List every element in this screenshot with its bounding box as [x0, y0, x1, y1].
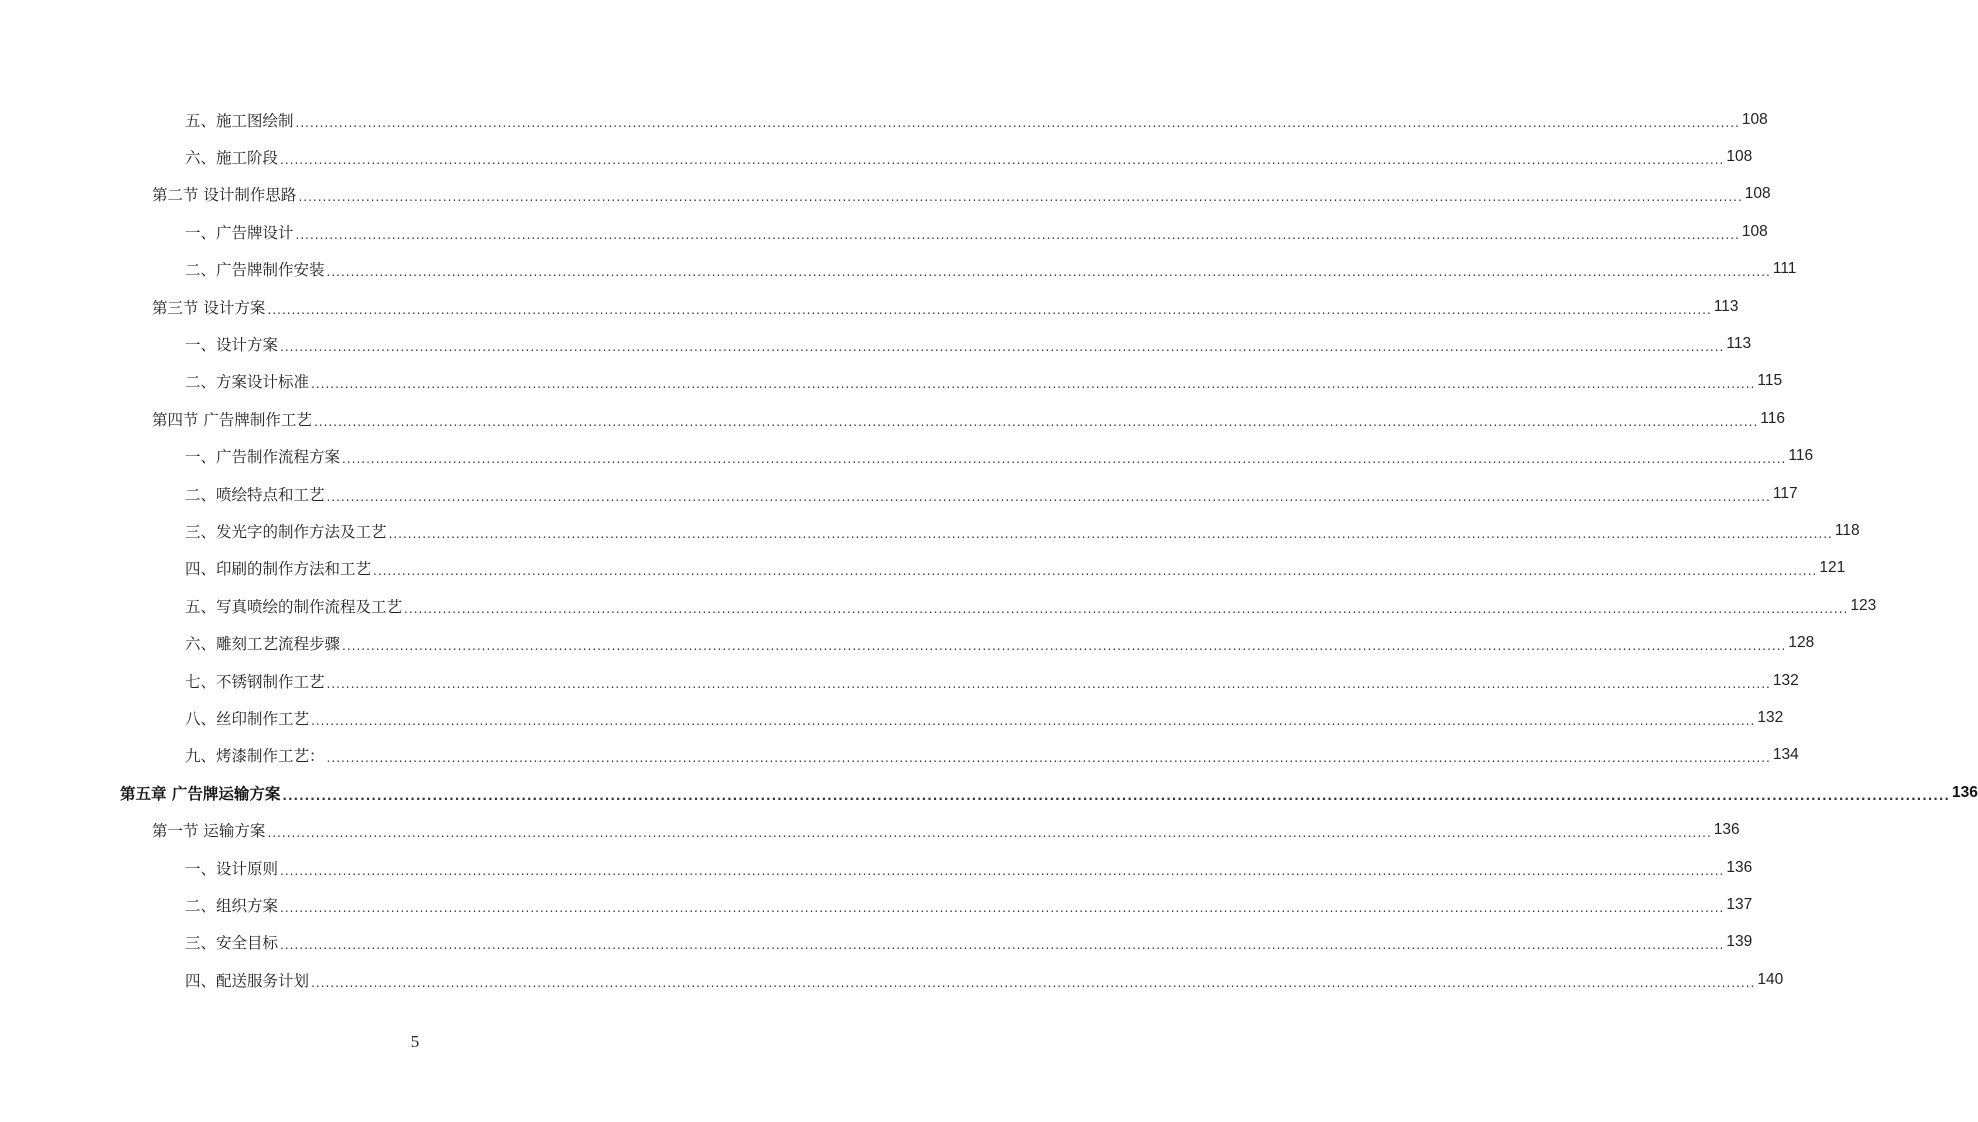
dot-leader: ............................................................................................................................................................................................................................................................................................................: [388, 526, 1833, 541]
toc-entry-page: 137: [1726, 895, 1753, 913]
dot-leader: ............................................................................................................................................................................................................................................................................................................: [295, 115, 1740, 130]
toc-entry[interactable]: [0, 737, 1799, 774]
dot-leader: ............................................................................................................................................................................................................................................................................................................: [282, 788, 1950, 803]
toc-entry-page: 116: [1788, 447, 1814, 465]
toc-entry-title: 一、设计方案: [185, 333, 280, 355]
dot-leader: ............................................................................................................................................................................................................................................................................................................: [280, 153, 1725, 168]
table-of-contents: [0, 101, 1978, 998]
toc-entry-title: 五、写真喷绘的制作流程及工艺: [185, 595, 404, 617]
toc-entry-page: 136: [1713, 821, 1740, 839]
toc-entry-page: 136: [1726, 858, 1753, 876]
toc-entry[interactable]: [0, 811, 1740, 848]
dot-leader: ............................................................................................................................................................................................................................................................................................................: [326, 676, 1771, 691]
toc-entry-title: 二、组织方案: [185, 894, 280, 916]
toc-entry[interactable]: [0, 138, 1753, 175]
toc-entry-page: 108: [1744, 185, 1771, 203]
dot-leader: ............................................................................................................................................................................................................................................................................................................: [373, 564, 1818, 579]
toc-entry-page: 132: [1757, 708, 1784, 726]
toc-entry-page: 117: [1772, 484, 1798, 502]
toc-entry-page: 108: [1741, 222, 1768, 240]
toc-entry-page: 121: [1819, 559, 1846, 577]
dot-leader: ............................................................................................................................................................................................................................................................................................................: [280, 900, 1725, 915]
dot-leader: ............................................................................................................................................................................................................................................................................................................: [326, 489, 1771, 504]
dot-leader: ............................................................................................................................................................................................................................................................................................................: [280, 938, 1725, 953]
toc-entry-title: 第五章 广告牌运输方案: [120, 782, 282, 804]
toc-entry-title: 二、广告牌制作安装: [185, 258, 327, 280]
toc-entry-page: 118: [1834, 521, 1860, 539]
dot-leader: ............................................................................................................................................................................................................................................................................................................: [311, 377, 1756, 392]
dot-leader: ............................................................................................................................................................................................................................................................................................................: [311, 975, 1756, 990]
dot-leader: ............................................................................................................................................................................................................................................................................................................: [326, 265, 1771, 280]
page-number: 5: [410, 1032, 420, 1051]
dot-leader: ............................................................................................................................................................................................................................................................................................................: [267, 302, 1712, 317]
toc-entry-title: 九、烤漆制作工艺：: [185, 744, 327, 766]
toc-entry-title: 一、广告牌设计: [185, 221, 296, 243]
toc-entry-page: 140: [1757, 970, 1784, 988]
toc-entry-page: 108: [1726, 148, 1753, 166]
toc-entry-title: 第三节 设计方案: [152, 296, 267, 318]
toc-entry-page: 136: [1951, 783, 1978, 801]
toc-entry[interactable]: [0, 699, 1784, 736]
toc-entry[interactable]: [0, 400, 1785, 437]
toc-entry[interactable]: [0, 251, 1797, 288]
toc-entry-title: 八、丝印制作工艺: [185, 707, 311, 729]
toc-entry-page: 115: [1757, 372, 1783, 390]
toc-entry-title: 一、广告制作流程方案: [185, 445, 342, 467]
toc-entry[interactable]: [0, 101, 1768, 138]
dot-leader: ............................................................................................................................................................................................................................................................................................................: [342, 639, 1787, 654]
dot-leader: ............................................................................................................................................................................................................................................................................................................: [280, 863, 1725, 878]
dot-leader: ............................................................................................................................................................................................................................................................................................................: [404, 601, 1849, 616]
toc-entry-title: 第二节 设计制作思路: [152, 183, 298, 205]
toc-entry-page: 113: [1713, 297, 1739, 315]
toc-entry-title: 三、发光字的制作方法及工艺: [185, 520, 389, 542]
toc-entry[interactable]: [0, 662, 1799, 699]
toc-entry[interactable]: [0, 475, 1798, 512]
dot-leader: ............................................................................................................................................................................................................................................................................................................: [313, 414, 1759, 429]
dot-leader: ............................................................................................................................................................................................................................................................................................................: [267, 826, 1712, 841]
toc-entry-page: 128: [1788, 634, 1815, 652]
toc-entry-title: 二、喷绘特点和工艺: [185, 483, 327, 505]
toc-entry[interactable]: [0, 587, 1877, 624]
dot-leader: ............................................................................................................................................................................................................................................................................................................: [298, 190, 1743, 205]
toc-entry[interactable]: [0, 924, 1753, 961]
toc-entry[interactable]: [0, 774, 1978, 811]
toc-entry[interactable]: [0, 849, 1753, 886]
toc-entry[interactable]: [0, 288, 1739, 325]
toc-entry[interactable]: [0, 325, 1752, 362]
toc-entry-title: 五、施工图绘制: [185, 109, 296, 131]
toc-entry-title: 第四节 广告牌制作工艺: [152, 408, 314, 430]
toc-entry-title: 六、施工阶段: [185, 146, 280, 168]
toc-entry-page: 108: [1741, 110, 1768, 128]
toc-entry[interactable]: [0, 213, 1768, 250]
dot-leader: ............................................................................................................................................................................................................................................................................................................: [342, 452, 1787, 467]
toc-entry-title: 三、安全目标: [185, 931, 280, 953]
dot-leader: ............................................................................................................................................................................................................................................................................................................: [295, 227, 1740, 242]
toc-entry[interactable]: [0, 961, 1784, 998]
toc-entry[interactable]: [0, 512, 1860, 549]
toc-entry-page: 111: [1772, 260, 1797, 278]
toc-entry-page: 139: [1726, 933, 1753, 951]
toc-entry-title: 四、配送服务计划: [185, 969, 311, 991]
toc-entry-title: 四、印刷的制作方法和工艺: [185, 557, 373, 579]
toc-entry[interactable]: [0, 363, 1783, 400]
toc-entry[interactable]: [0, 624, 1815, 661]
dot-leader: ............................................................................................................................................................................................................................................................................................................: [280, 340, 1725, 355]
toc-entry-page: 116: [1760, 409, 1785, 427]
toc-entry[interactable]: [0, 550, 1846, 587]
toc-entry-page: 113: [1726, 335, 1752, 353]
toc-entry-page: 132: [1772, 671, 1799, 689]
toc-entry[interactable]: [0, 886, 1753, 923]
dot-leader: ............................................................................................................................................................................................................................................................................................................: [311, 713, 1756, 728]
toc-entry-page: 123: [1850, 596, 1877, 614]
toc-entry[interactable]: [0, 176, 1771, 213]
toc-entry-title: 一、设计原则: [185, 857, 280, 879]
toc-entry-title: 第一节 运输方案: [152, 819, 267, 841]
dot-leader: ............................................................................................................................................................................................................................................................................................................: [326, 751, 1771, 766]
toc-entry-title: 六、雕刻工艺流程步骤: [185, 632, 342, 654]
toc-entry[interactable]: [0, 438, 1814, 475]
toc-entry-title: 七、不锈钢制作工艺: [185, 670, 327, 692]
toc-entry-page: 134: [1772, 746, 1799, 764]
toc-entry-title: 二、方案设计标准: [185, 370, 311, 392]
